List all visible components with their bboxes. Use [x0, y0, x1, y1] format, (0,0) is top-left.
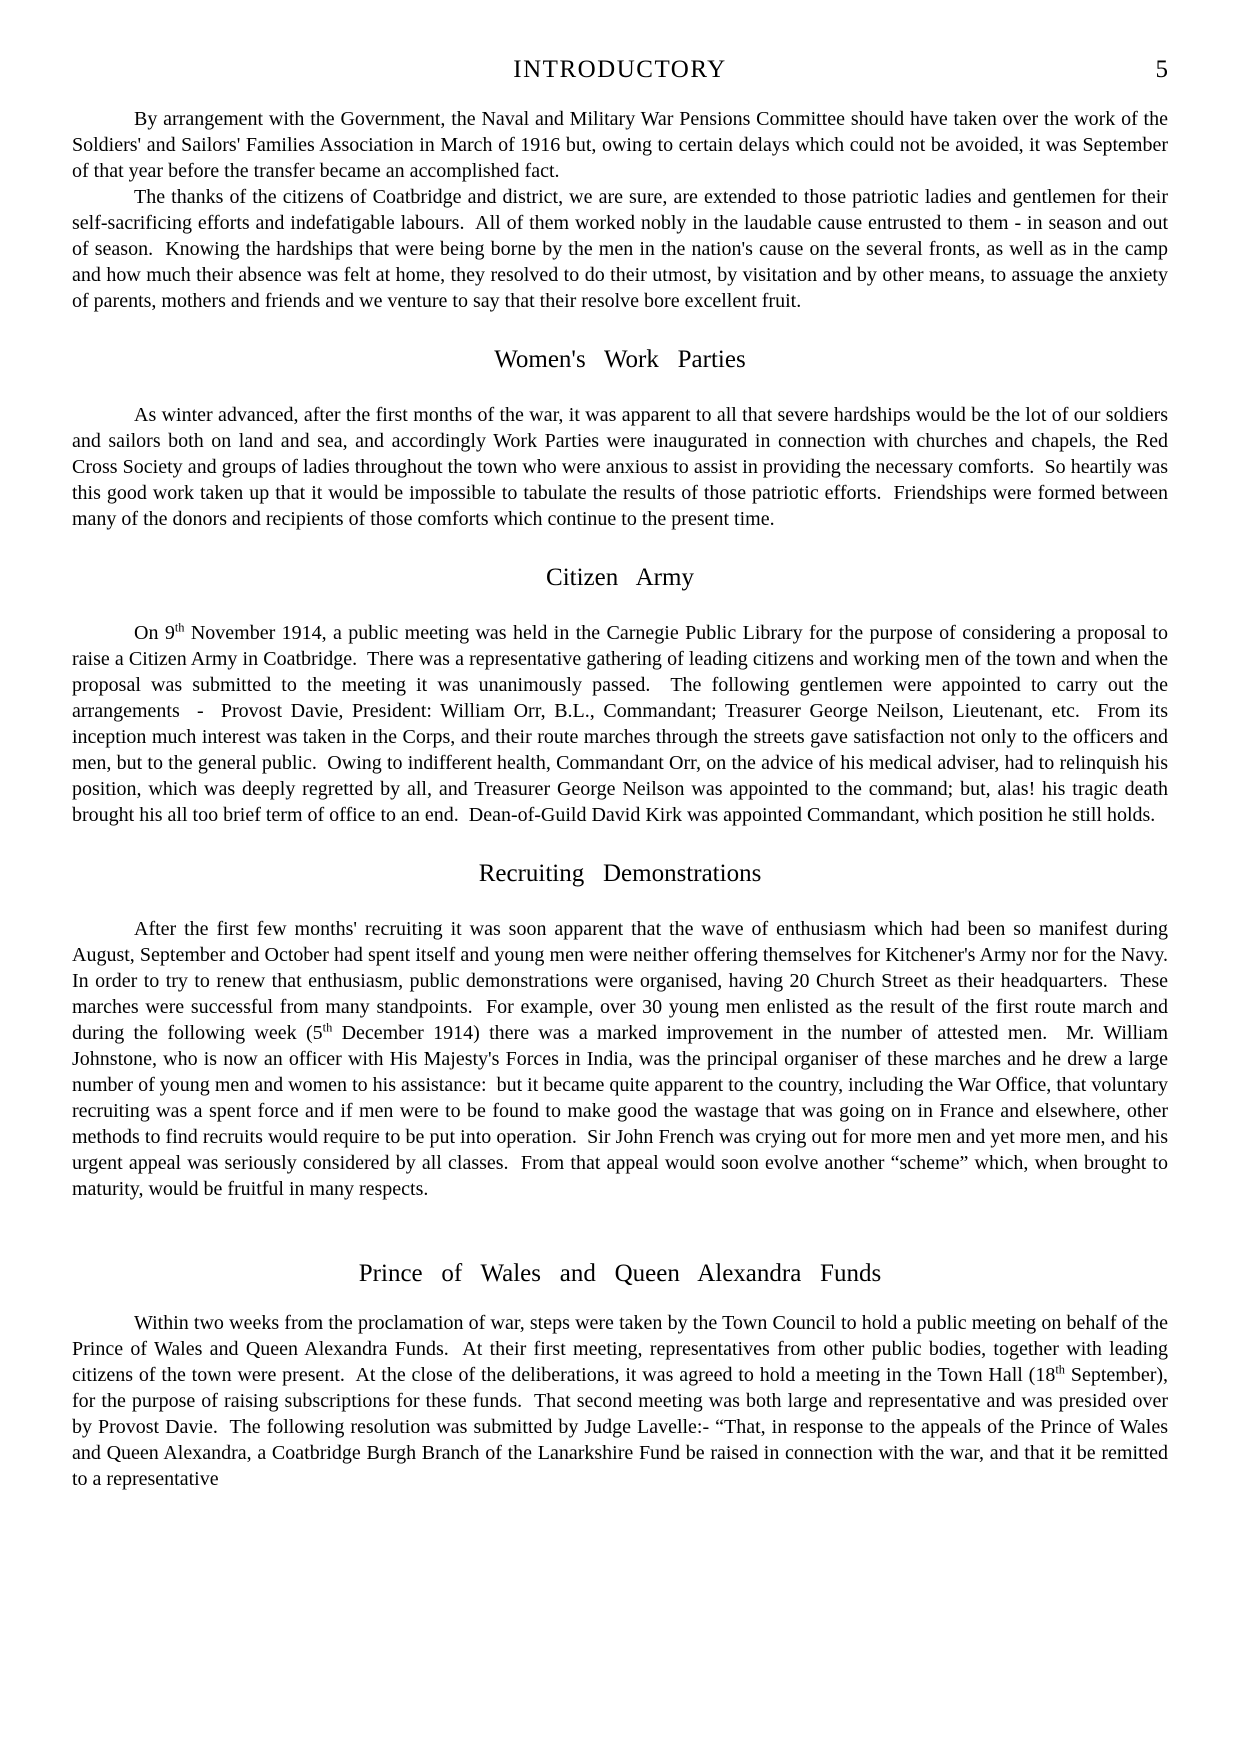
superscript: th: [174, 620, 185, 635]
page-number: 5: [1155, 56, 1168, 83]
page-title: INTRODUCTORY: [513, 56, 727, 83]
paragraph-citizen-army: On 9th November 1914, a public meeting was held in the Carnegie Public Library for the purpose of considering a proposal to raise a Citizen Army in Coatbridge. There was a representative gathering of leading citizens and working men of the town and when the proposal was submitted to the meeting it was unanimously passed. The following gentlemen were appointed to carry out the arrangements - Provost Davie, President: William Orr, B.L., Commandant; Treasurer George Neilson, Lieutenant, etc. From its inception much interest was taken in the Corps, and their route marches through the streets gave satisfaction not only to the officers and men, but to the general public. Owing to indifferent health, Commandant Orr, on the advice of his medical adviser, had to relinquish his position, which was deeply regretted by all, and Treasurer George Neilson was appointed to the command; but, alas! his tragic death brought his all too brief term of office to an end. Dean-of-Guild David Kirk was appointed Commandant, which position he still holds.: [72, 620, 1173, 826]
paragraph-womens-work-parties: As winter advanced, after the first months of the war, it was apparent to all that severe hardships would be the lot of our soldiers and sailors both on land and sea, and accordingly Work Parties were inaugurated in connection with churches and chapels, the Red Cross Society and groups of ladies throughout the town who were anxious to assist in providing the necessary comforts. So heartily was this good work taken up that it would be impossible to tabulate the results of those patriotic efforts. Friendships were formed between many of the donors and recipients of those comforts which continue to the present time.: [72, 404, 1173, 530]
paragraph-prince-of-wales-funds: Within two weeks from the proclamation of war, steps were taken by the Town Council to hold a public meeting on behalf of the Prince of Wales and Queen Alexandra Funds. At their first meeting, representatives from other public bodies, together with leading citizens of the town were present. At the close of the deliberations, it was agreed to hold a meeting in the Town Hall (18th September), for the purpose of raising subscriptions for these funds. That second meeting was both large and representative and was presided over by Provost Davie. The following resolution was submitted by Judge Lavelle:- “That, in response to the appeals of the Prince of Wales and Queen Alexandra, a Coatbridge Burgh Branch of the Lanarkshire Fund be raised in connection with the war, and that it be remitted to a representative: [72, 1312, 1174, 1490]
paragraph-recruiting-demonstrations: After the first few months' recruiting it was soon apparent that the wave of enthusiasm which had been so manifest during August, September and October had spent itself and young men were neither offering themselves for Kitchener's Army nor for the Navy. In order to try to renew that enthusiasm, public demonstrations were organised, having 20 Church Street as their headquarters. These marches were successful from many standpoints. For example, over 30 young men enlisted as the result of the first route march and during the following week (5th December 1914) there was a marked improvement in the number of attested men. Mr. William Johnstone, who is now an officer with His Majesty's Forces in India, was the principal organiser of these marches and he drew a large number of young men and women to his assistance: but it became quite apparent to the country, including the War Office, that voluntary recruiting was a spent force and if men were to be found to make good the wastage that was going on in France and elsewhere, other methods to find recruits would require to be put into operation. Sir John French was crying out for more men and yet more men, and his urgent appeal was seriously considered by all classes. From that appeal would soon evolve another “scheme” which, when brought to maturity, would be fruitful in many respects.: [72, 918, 1178, 1200]
section-heading-womens-work-parties: Women's Work Parties: [494, 346, 746, 373]
superscript: th: [1055, 1362, 1065, 1377]
section-heading-citizen-army: Citizen Army: [546, 564, 694, 591]
page-header: [72, 56, 1168, 84]
superscript: th: [322, 1020, 333, 1035]
section-heading-prince-of-wales-funds: Prince of Wales and Queen Alexandra Funds: [358, 1260, 882, 1287]
paragraph-thanks-citizens: The thanks of the citizens of Coatbridge and district, we are sure, are extended to those patriotic ladies and gentlemen for their self-sacrificing efforts and indefatigable labours. All of them worked nobly in the laudable cause entrusted to them - in season and out of season. Knowing the hardships that were being borne by the men in the nation's cause on the several fronts, as well as in the camp and how much their absence was felt at home, they resolved to do their utmost, by visitation and by other means, to assuage the anxiety of parents, mothers and friends and we venture to say that their resolve bore excellent fruit.: [72, 186, 1173, 312]
paragraph-pensions-committee: By arrangement with the Government, the Naval and Military War Pensions Committee should have taken over the work of the Soldiers' and Sailors' Families Association in March of 1916 but, owing to certain delays which could not be avoided, it was September of that year before the transfer became an accomplished fact.: [72, 108, 1173, 182]
section-heading-recruiting-demonstrations: Recruiting Demonstrations: [478, 860, 762, 887]
